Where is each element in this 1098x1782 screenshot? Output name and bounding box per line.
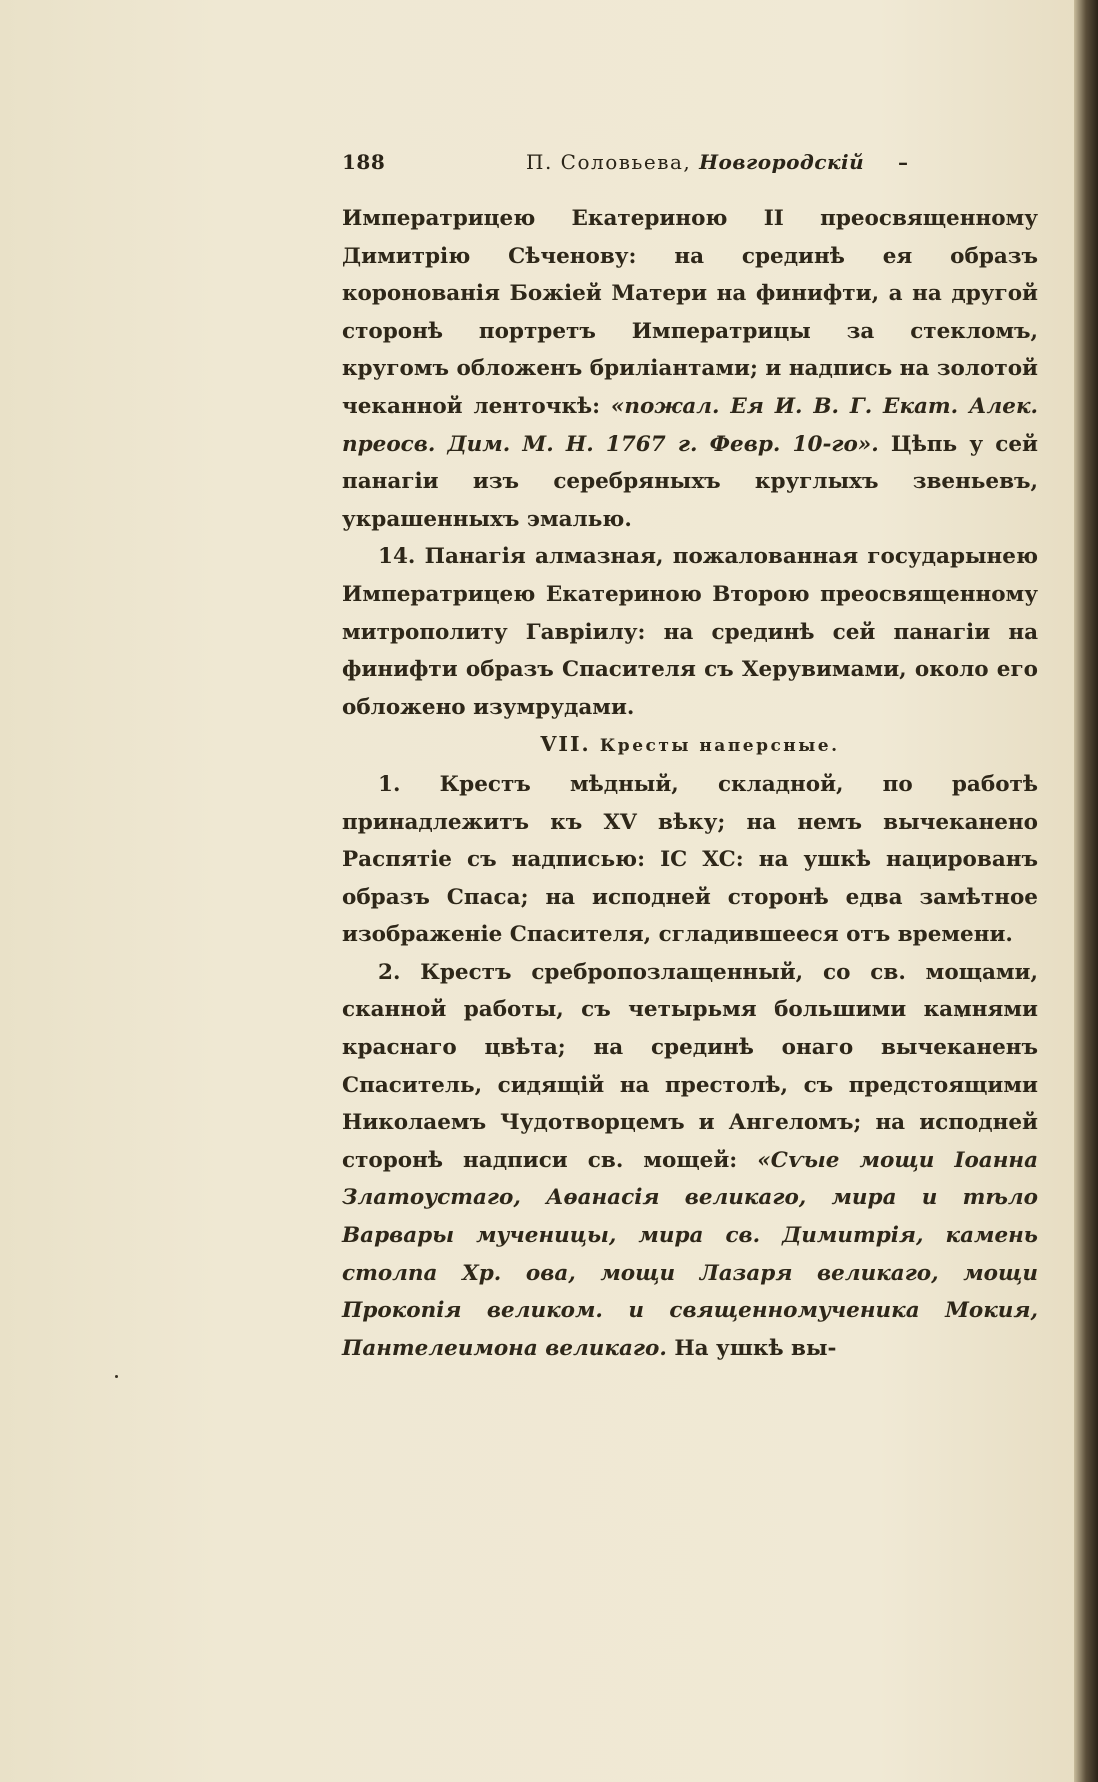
page-gutter-shadow — [1074, 0, 1098, 1782]
section-title: Кресты наперсные. — [599, 736, 840, 757]
section-heading — [342, 726, 1038, 766]
paragraph-text: Императрицею Екатериною II преосвященному Димитрію Сѣченову: на срединѣ ея образъ коронованія Божіей Матери на финифти, а на другой сторонѣ портретъ Императрицы за стекломъ, кругомъ обложенъ бриліантами; и надпись на золотой чеканной ленточкѣ: — [342, 206, 1038, 419]
page-number: 188 — [342, 150, 386, 174]
header-work: Новгородскій — [699, 150, 865, 174]
paragraph-text: 2. Крестъ сребропозлащенный, со св. мощами, сканной работы, съ четырьмя большими камнями краснаго цвѣта; на срединѣ онаго вычеканенъ Спаситель, сидящій на престолѣ, съ предстоящими Николаемъ Чудотворцемъ и Ангеломъ; на исподней сторонѣ надписи св. мощей: — [342, 959, 1038, 1173]
paragraph-continuation — [342, 200, 1038, 538]
header-author: П. Соловьева, — [526, 150, 692, 174]
header-title — [526, 150, 864, 174]
relics-inscription: «Сѵые мощи Іоанна Златоустаго, Аѳанасія великаго, мира и тѣло Варвары мученицы, мира св. Димитрія, камень столпа Хр. ова, мощи Лазаря великаго, мощи Прокопія великом. и священномученика Мокия, Пантелеимона великаго. — [342, 1147, 1038, 1361]
paragraph-item-14: 14. Панагія алмазная, пожалованная государынею Императрицею Екатериною Второю преосвященному митрополиту Гавріилу: на срединѣ сей панагіи на финифти образъ Спасителя съ Херувимами, около его обложено изумрудами. — [342, 544, 1038, 720]
paragraph-text: На ушкѣ вы- — [666, 1335, 837, 1361]
paragraph-item-1: 1. Крестъ мѣдный, складной, по работѣ принадлежитъ къ XV вѣку; на немъ вычеканено Распятіе съ надписью: IC XC: на ушкѣ нацированъ образъ Спаса; на исподней сторонѣ едва замѣтное изображеніе Спасителя, сгладившееся отъ времени. — [342, 771, 1038, 948]
header-dash: – — [898, 150, 909, 174]
paragraph-text: Цѣпь у сей панагіи изъ серебряныхъ круглыхъ звеньевъ, украшенныхъ эмалью. — [342, 431, 1038, 532]
paragraph-item-2 — [342, 954, 1038, 1368]
section-numeral: VII. — [540, 732, 591, 757]
scan-speck — [115, 1375, 118, 1378]
inscription-text: «пожал. Ея И. В. Г. Екат. Алек. преосв. Дим. М. Н. 1767 г. Февр. 10-го». — [342, 393, 1038, 457]
body-text — [342, 200, 1038, 1367]
